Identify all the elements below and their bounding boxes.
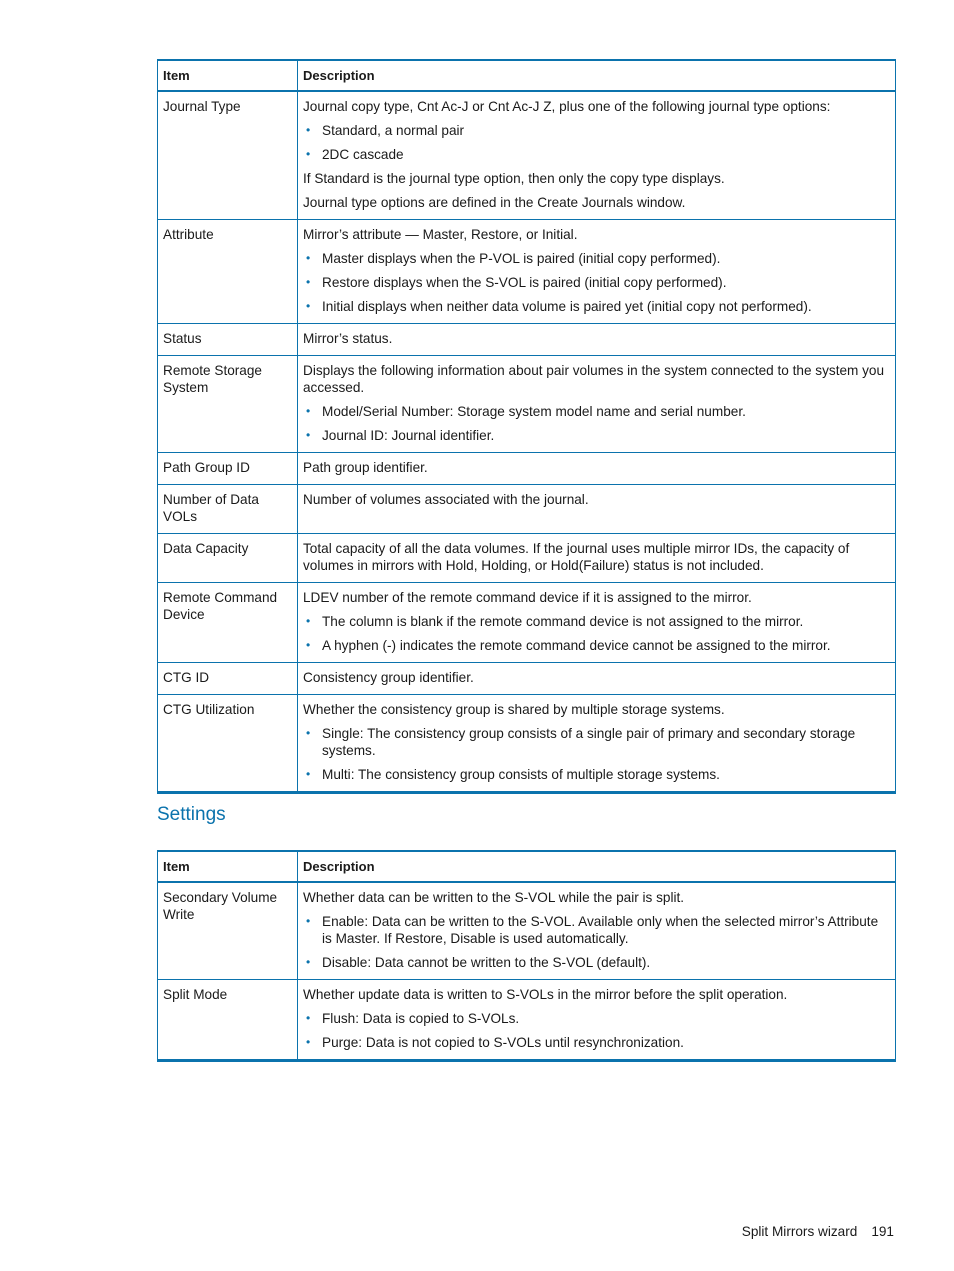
page-footer: [742, 1223, 894, 1240]
bullet-dot-icon: •: [306, 767, 311, 781]
description-cell: [298, 663, 896, 695]
item-cell: Secondary Volume Write: [158, 882, 298, 980]
item-cell: CTG ID: [158, 663, 298, 695]
list-item-text: 2DC cascade: [322, 147, 404, 162]
item-cell: Number of Data VOLs: [158, 485, 298, 534]
list-item: [303, 725, 890, 759]
list-item: [303, 766, 890, 783]
list-item: [303, 146, 890, 163]
description-text: Whether the consistency group is shared by multiple storage systems.: [303, 702, 725, 717]
list-item: [303, 1010, 890, 1027]
description-text: Displays the following information about pair volumes in the system connected to the system you accessed.: [303, 363, 885, 395]
description-cell: [298, 356, 896, 453]
list-item-text: Model/Serial Number: Storage system model name and serial number.: [322, 404, 746, 419]
list-item-text: Journal ID: Journal identifier.: [322, 428, 495, 443]
description-cell: [298, 695, 896, 793]
list-item: [303, 637, 890, 654]
settings-table: [157, 850, 896, 1062]
bullet-dot-icon: •: [306, 914, 311, 928]
list-item: [303, 913, 890, 947]
description-text: Total capacity of all the data volumes. If the journal uses multiple mirror IDs, the capacity of volumes in mirrors with Hold, Holding, or Hold(Failure) status is not included.: [303, 541, 850, 573]
bullet-dot-icon: •: [306, 147, 311, 161]
description-text: Journal copy type, Cnt Ac-J or Cnt Ac-J Z, plus one of the following journal type options:: [303, 99, 831, 114]
table-row: [158, 663, 896, 695]
item-column-header: Item: [158, 60, 298, 91]
item-cell: Journal Type: [158, 91, 298, 220]
list-item-text: Purge: Data is not copied to S-VOLs until resynchronization.: [322, 1035, 684, 1050]
description-text: Mirror’s status.: [303, 331, 393, 346]
attributes-table: [157, 59, 896, 794]
description-cell: [298, 534, 896, 583]
list-item-text: Standard, a normal pair: [322, 123, 465, 138]
description-cell: [298, 453, 896, 485]
bullet-list: [303, 725, 890, 783]
table-row: [158, 453, 896, 485]
description-text: Number of volumes associated with the journal.: [303, 492, 589, 507]
item-cell: CTG Utilization: [158, 695, 298, 793]
description-cell: [298, 980, 896, 1061]
item-column-header: Item: [158, 851, 298, 882]
table-row: [158, 220, 896, 324]
settings-table-body: [158, 882, 896, 1061]
table-row: [158, 695, 896, 793]
bullet-dot-icon: •: [306, 1035, 311, 1049]
item-cell: Remote Storage System: [158, 356, 298, 453]
table-row: [158, 324, 896, 356]
bullet-dot-icon: •: [306, 299, 311, 313]
table-row: [158, 485, 896, 534]
description-cell: [298, 91, 896, 220]
description-text: Path group identifier.: [303, 460, 428, 475]
bullet-dot-icon: •: [306, 251, 311, 265]
table-row: [158, 583, 896, 663]
description-note: If Standard is the journal type option, then only the copy type displays.: [303, 171, 725, 186]
description-column-header: Description: [298, 851, 896, 882]
list-item-text: A hyphen (-) indicates the remote command device cannot be assigned to the mirror.: [322, 638, 831, 653]
bullet-list: [303, 403, 890, 444]
bullet-list: [303, 250, 890, 315]
table-header-row: [158, 851, 896, 882]
item-cell: Data Capacity: [158, 534, 298, 583]
table-row: [158, 91, 896, 220]
table-header-row: [158, 60, 896, 91]
table-row: [158, 534, 896, 583]
description-note: Journal type options are defined in the Create Journals window.: [303, 195, 686, 210]
page-number: 191: [871, 1224, 894, 1239]
description-text: Whether data can be written to the S-VOL while the pair is split.: [303, 890, 685, 905]
footer-title: Split Mirrors wizard: [741, 1224, 858, 1239]
list-item-text: Master displays when the P-VOL is paired (initial copy performed).: [322, 251, 721, 266]
description-text: Consistency group identifier.: [303, 670, 474, 685]
list-item: [303, 122, 890, 139]
list-item-text: Multi: The consistency group consists of multiple storage systems.: [322, 767, 720, 782]
list-item: [303, 1034, 890, 1051]
bullet-dot-icon: •: [306, 275, 311, 289]
list-item-text: The column is blank if the remote command device is not assigned to the mirror.: [322, 614, 804, 629]
settings-heading: Settings: [157, 804, 226, 825]
bullet-dot-icon: •: [306, 955, 311, 969]
list-item-text: Initial displays when neither data volume is paired yet (initial copy not performed).: [322, 299, 812, 314]
bullet-list: [303, 613, 890, 654]
list-item: [303, 274, 890, 291]
list-item-text: Single: The consistency group consists of a single pair of primary and secondary storage systems.: [322, 726, 856, 758]
item-cell: Split Mode: [158, 980, 298, 1061]
description-cell: [298, 882, 896, 980]
bullet-dot-icon: •: [306, 123, 311, 137]
list-item: [303, 954, 890, 971]
bullet-dot-icon: •: [306, 1011, 311, 1025]
description-text: Mirror’s attribute — Master, Restore, or Initial.: [303, 227, 578, 242]
description-cell: [298, 583, 896, 663]
bullet-list: [303, 122, 890, 163]
list-item-text: Disable: Data cannot be written to the S-VOL (default).: [322, 955, 651, 970]
bullet-list: [303, 1010, 890, 1051]
item-cell: Status: [158, 324, 298, 356]
list-item: [303, 613, 890, 630]
list-item: [303, 250, 890, 267]
bullet-dot-icon: •: [306, 638, 311, 652]
item-cell: Path Group ID: [158, 453, 298, 485]
bullet-list: [303, 913, 890, 971]
item-cell: Remote Command Device: [158, 583, 298, 663]
description-text: Whether update data is written to S-VOLs in the mirror before the split operation.: [303, 987, 788, 1002]
description-cell: [298, 324, 896, 356]
table-row: [158, 356, 896, 453]
list-item-text: Enable: Data can be written to the S-VOL. Available only when the selected mirror’s Attribute is Master. If Restore, Disable is used automatically.: [322, 914, 879, 946]
table-row: [158, 882, 896, 980]
description-text: LDEV number of the remote command device if it is assigned to the mirror.: [303, 590, 752, 605]
bullet-dot-icon: •: [306, 614, 311, 628]
bullet-dot-icon: •: [306, 404, 311, 418]
description-cell: [298, 220, 896, 324]
item-cell: Attribute: [158, 220, 298, 324]
list-item: [303, 427, 890, 444]
list-item: [303, 298, 890, 315]
bullet-dot-icon: •: [306, 428, 311, 442]
attributes-table-body: [158, 91, 896, 793]
bullet-dot-icon: •: [306, 726, 311, 740]
description-cell: [298, 485, 896, 534]
list-item-text: Flush: Data is copied to S-VOLs.: [322, 1011, 520, 1026]
list-item-text: Restore displays when the S-VOL is paired (initial copy performed).: [322, 275, 727, 290]
description-column-header: Description: [298, 60, 896, 91]
table-row: [158, 980, 896, 1061]
list-item: [303, 403, 890, 420]
